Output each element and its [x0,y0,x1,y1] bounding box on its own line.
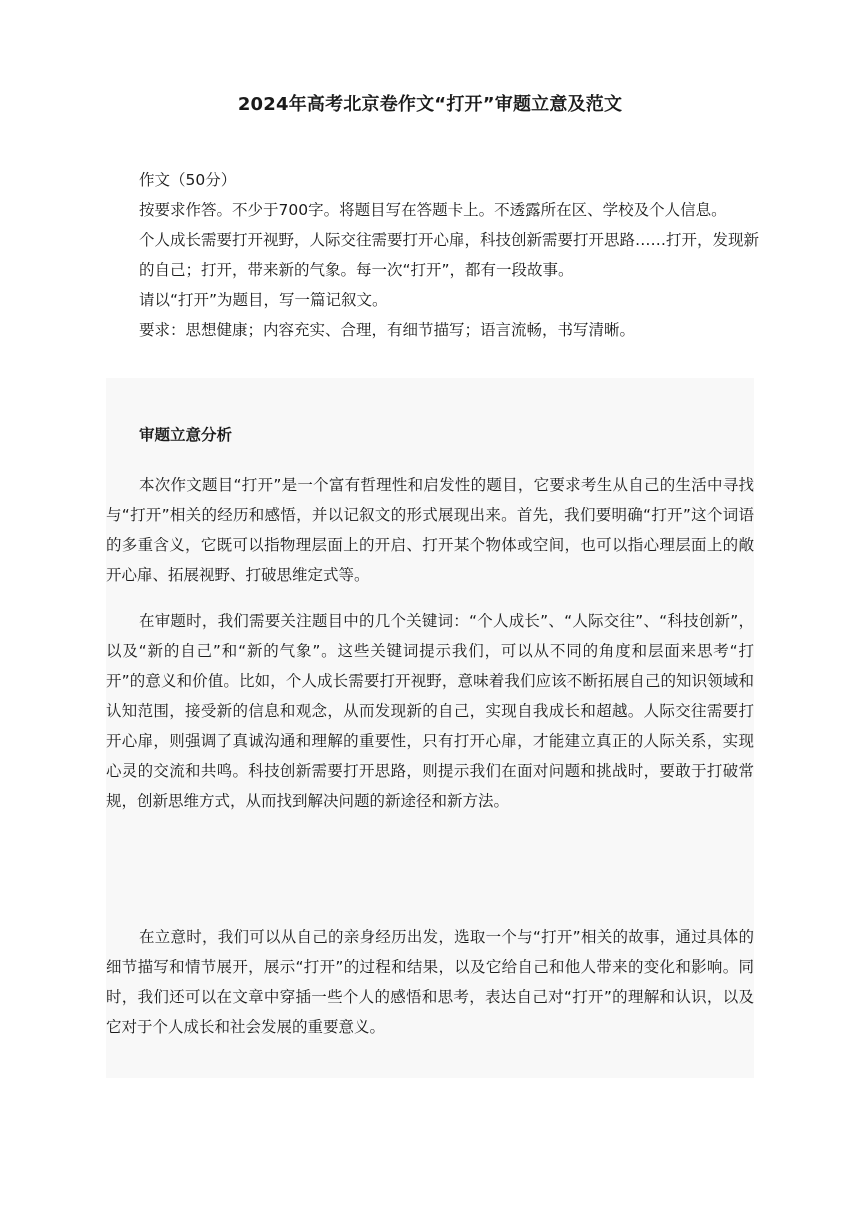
analysis-paragraph: 在审题时，我们需要关注题目中的几个关键词：“个人成长”、“人际交往”、“科技创新”，以及“新的自己”和“新的气象”。这些关键词提示我们，可以从不同的角度和层面来思考“打开”的意义和价值。比如，个人成长需要打开视野，意味着我们应该不断拓展自己的知识领域和认知范围，接受新的信息和观念，从而发现新的自己，实现自我成长和超越。人际交往需要打开心扉，则强调了真诚沟通和理解的重要性，只有打开心扉，才能建立真正的人际关系，实现心灵的交流和共鸣。科技创新需要打开思路，则提示我们在面对问题和挑战时，要敢于打破常规，创新思维方式，从而找到解决问题的新途径和新方法。 [106,612,754,810]
prompt-heading: 作文（50分） [139,171,237,189]
analysis-paragraph: 本次作文题目“打开”是一个富有哲理性和启发性的题目，它要求考生从自己的生活中寻找与“打开”相关的经历和感悟，并以记叙文的形式展现出来。首先，我们要明确“打开”这个词语的多重含义，它既可以指物理层面上的开启、打开某个物体或空间，也可以指心理层面上的敞开心扉、拓展视野、打破思维定式等。 [106,476,754,584]
prompt-requirements: 要求：思想健康；内容充实、合理，有细节描写；语言流畅，书写清晰。 [139,321,636,339]
prompt-task: 请以“打开”为题目，写一篇记叙文。 [139,291,388,309]
analysis-section [106,378,754,1078]
analysis-heading: 审题立意分析 [139,426,233,444]
prompt-instruction: 按要求作答。不少于700字。将题目写在答题卡上。不透露所在区、学校及个人信息。 [139,201,727,219]
analysis-paragraph: 在立意时，我们可以从自己的亲身经历出发，选取一个与“打开”相关的故事，通过具体的细节描写和情节展开，展示“打开”的过程和结果，以及它给自己和他人带来的变化和影响。同时，我们还可以在文章中穿插一些个人的感悟和思考，表达自己对“打开”的理解和认识，以及它对于个人成长和社会发展的重要意义。 [106,928,754,1036]
essay-prompt [139,165,759,345]
document-title: 2024年高考北京卷作文“打开”审题立意及范文 [237,94,623,115]
prompt-material: 个人成长需要打开视野，人际交往需要打开心扉，科技创新需要打开思路……打开，发现新的自己；打开，带来新的气象。每一次“打开”，都有一段故事。 [139,231,760,279]
